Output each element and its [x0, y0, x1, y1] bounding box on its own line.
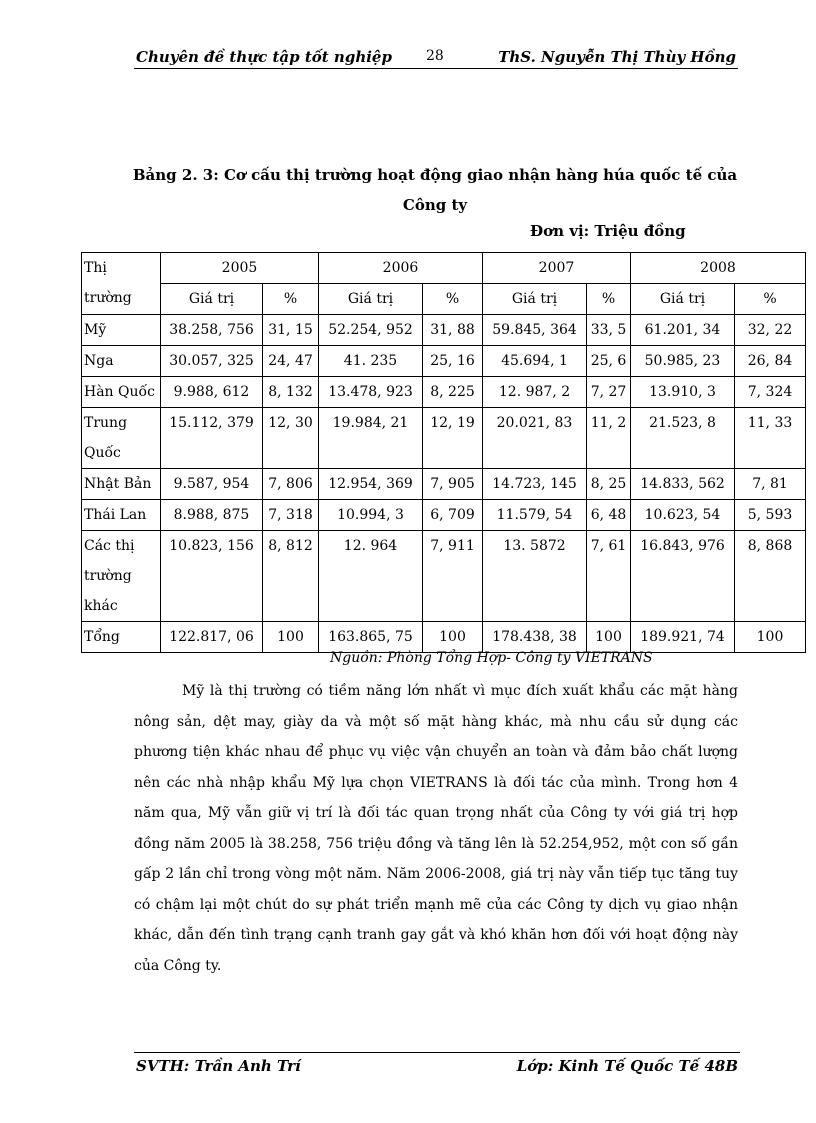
value-cell: 13.478, 923	[319, 377, 423, 408]
percent-cell: 7, 324	[735, 377, 806, 408]
value-cell: 10.994, 3	[319, 500, 423, 531]
percent-cell: 5, 593	[735, 500, 806, 531]
table-row	[82, 622, 806, 653]
percent-cell: 33, 5	[587, 315, 631, 346]
table-row	[82, 377, 806, 408]
value-cell: 13.910, 3	[631, 377, 735, 408]
value-cell: 9.587, 954	[161, 469, 263, 500]
column-header-percent: %	[735, 284, 806, 315]
column-header-year: 2008	[631, 253, 806, 284]
value-cell: 16.843, 976	[631, 531, 735, 622]
percent-cell: 7, 806	[263, 469, 319, 500]
market-name-cell: Trung Quốc	[82, 408, 161, 469]
value-cell: 41. 235	[319, 346, 423, 377]
value-cell: 189.921, 74	[631, 622, 735, 653]
column-header-market: Thị trường	[82, 253, 161, 315]
body-paragraph: Mỹ là thị trường có tiềm năng lớn nhất vì mục đích xuất khẩu các mặt hàng nông sản, dệt may, giày da và một số mặt hàng khác, mà nhu cầu sử dụng các phương tiện khác nhau để phục vụ việc vận chuyển an toàn và đảm bảo chất lượng nên các nhà nhập khẩu Mỹ lựa chọn VIETRANS là đối tác của mình. Trong hơn 4 năm qua, Mỹ vẫn giữ vị trí là đối tác quan trọng nhất của Công ty với giá trị hợp đồng năm 2005 là 38.258, 756 triệu đồng và tăng lên là 52.254,952, một con số gần gấp 2 lần chỉ trong vòng một năm. Năm 2006-2008, giá trị này vẫn tiếp tục tăng tuy có chậm lại một chút do sự phát triển mạnh mẽ của các Công ty dịch vụ giao nhận khác, dẫn đến tình trạng cạnh tranh gay gắt và khó khăn hơn đối với hoạt động này của Công ty.	[134, 683, 738, 974]
percent-cell: 12, 19	[423, 408, 483, 469]
table-title: Bảng 2. 3: Cơ cấu thị trường hoạt động giao nhận hàng húa quốc tế của Công ty	[132, 166, 738, 214]
market-name-cell: Nga	[82, 346, 161, 377]
value-cell: 20.021, 83	[483, 408, 587, 469]
market-name-cell: Thái Lan	[82, 500, 161, 531]
table-row	[82, 500, 806, 531]
percent-cell: 7, 27	[587, 377, 631, 408]
value-cell: 122.817, 06	[161, 622, 263, 653]
percent-cell: 6, 48	[587, 500, 631, 531]
market-name-cell: Mỹ	[82, 315, 161, 346]
column-header-year: 2006	[319, 253, 483, 284]
value-cell: 21.523, 8	[631, 408, 735, 469]
value-cell: 15.112, 379	[161, 408, 263, 469]
value-cell: 19.984, 21	[319, 408, 423, 469]
unit-label: Đơn vị: Triệu đồng	[530, 222, 686, 240]
value-cell: 178.438, 38	[483, 622, 587, 653]
percent-cell: 7, 905	[423, 469, 483, 500]
table-row	[82, 531, 806, 622]
percent-cell: 24, 47	[263, 346, 319, 377]
value-cell: 12. 987, 2	[483, 377, 587, 408]
percent-cell: 26, 84	[735, 346, 806, 377]
table-subheader-row	[82, 284, 806, 315]
value-cell: 10.623, 54	[631, 500, 735, 531]
table-row	[82, 315, 806, 346]
percent-cell: 7, 911	[423, 531, 483, 622]
page-number: 28	[426, 48, 444, 64]
market-name-cell: Hàn Quốc	[82, 377, 161, 408]
percent-cell: 6, 709	[423, 500, 483, 531]
column-header-value: Giá trị	[161, 284, 263, 315]
value-cell: 30.057, 325	[161, 346, 263, 377]
value-cell: 61.201, 34	[631, 315, 735, 346]
value-cell: 163.865, 75	[319, 622, 423, 653]
value-cell: 8.988, 875	[161, 500, 263, 531]
table-row	[82, 346, 806, 377]
table-row	[82, 469, 806, 500]
value-cell: 14.723, 145	[483, 469, 587, 500]
value-cell: 59.845, 364	[483, 315, 587, 346]
percent-cell: 100	[263, 622, 319, 653]
value-cell: 45.694, 1	[483, 346, 587, 377]
percent-cell: 11, 2	[587, 408, 631, 469]
table-body	[82, 253, 806, 653]
percent-cell: 100	[735, 622, 806, 653]
percent-cell: 25, 6	[587, 346, 631, 377]
percent-cell: 8, 812	[263, 531, 319, 622]
percent-cell: 25, 16	[423, 346, 483, 377]
header-supervisor: ThS. Nguyễn Thị Thùy Hồng	[498, 48, 736, 66]
percent-cell: 31, 15	[263, 315, 319, 346]
column-header-value: Giá trị	[319, 284, 423, 315]
footer-student: SVTH: Trần Anh Trí	[136, 1057, 301, 1075]
table-row	[82, 408, 806, 469]
header-doc-title: Chuyên đề thực tập tốt nghiệp	[136, 48, 392, 66]
value-cell: 9.988, 612	[161, 377, 263, 408]
value-cell: 14.833, 562	[631, 469, 735, 500]
value-cell: 12.954, 369	[319, 469, 423, 500]
percent-cell: 11, 33	[735, 408, 806, 469]
page-header	[134, 46, 738, 69]
column-header-percent: %	[587, 284, 631, 315]
market-name-cell: Tổng	[82, 622, 161, 653]
page-footer	[134, 1052, 740, 1077]
value-cell: 52.254, 952	[319, 315, 423, 346]
value-cell: 11.579, 54	[483, 500, 587, 531]
percent-cell: 12, 30	[263, 408, 319, 469]
column-header-value: Giá trị	[483, 284, 587, 315]
percent-cell: 100	[423, 622, 483, 653]
percent-cell: 8, 132	[263, 377, 319, 408]
percent-cell: 7, 81	[735, 469, 806, 500]
value-cell: 50.985, 23	[631, 346, 735, 377]
percent-cell: 31, 88	[423, 315, 483, 346]
value-cell: 12. 964	[319, 531, 423, 622]
column-header-year: 2005	[161, 253, 319, 284]
market-structure-table	[81, 252, 806, 653]
column-header-year: 2007	[483, 253, 631, 284]
column-header-value: Giá trị	[631, 284, 735, 315]
market-name-cell: Nhật Bản	[82, 469, 161, 500]
percent-cell: 100	[587, 622, 631, 653]
percent-cell: 7, 61	[587, 531, 631, 622]
footer-class: Lớp: Kinh Tế Quốc Tế 48B	[516, 1057, 738, 1075]
percent-cell: 8, 25	[587, 469, 631, 500]
market-name-cell: Các thị trường khác	[82, 531, 161, 622]
source-note: Nguồn: Phòng Tổng Hợp- Công ty VIETRANS	[330, 650, 653, 666]
column-header-percent: %	[263, 284, 319, 315]
column-header-percent: %	[423, 284, 483, 315]
percent-cell: 32, 22	[735, 315, 806, 346]
value-cell: 13. 5872	[483, 531, 587, 622]
value-cell: 38.258, 756	[161, 315, 263, 346]
table-header-row	[82, 253, 806, 284]
percent-cell: 7, 318	[263, 500, 319, 531]
value-cell: 10.823, 156	[161, 531, 263, 622]
percent-cell: 8, 225	[423, 377, 483, 408]
percent-cell: 8, 868	[735, 531, 806, 622]
